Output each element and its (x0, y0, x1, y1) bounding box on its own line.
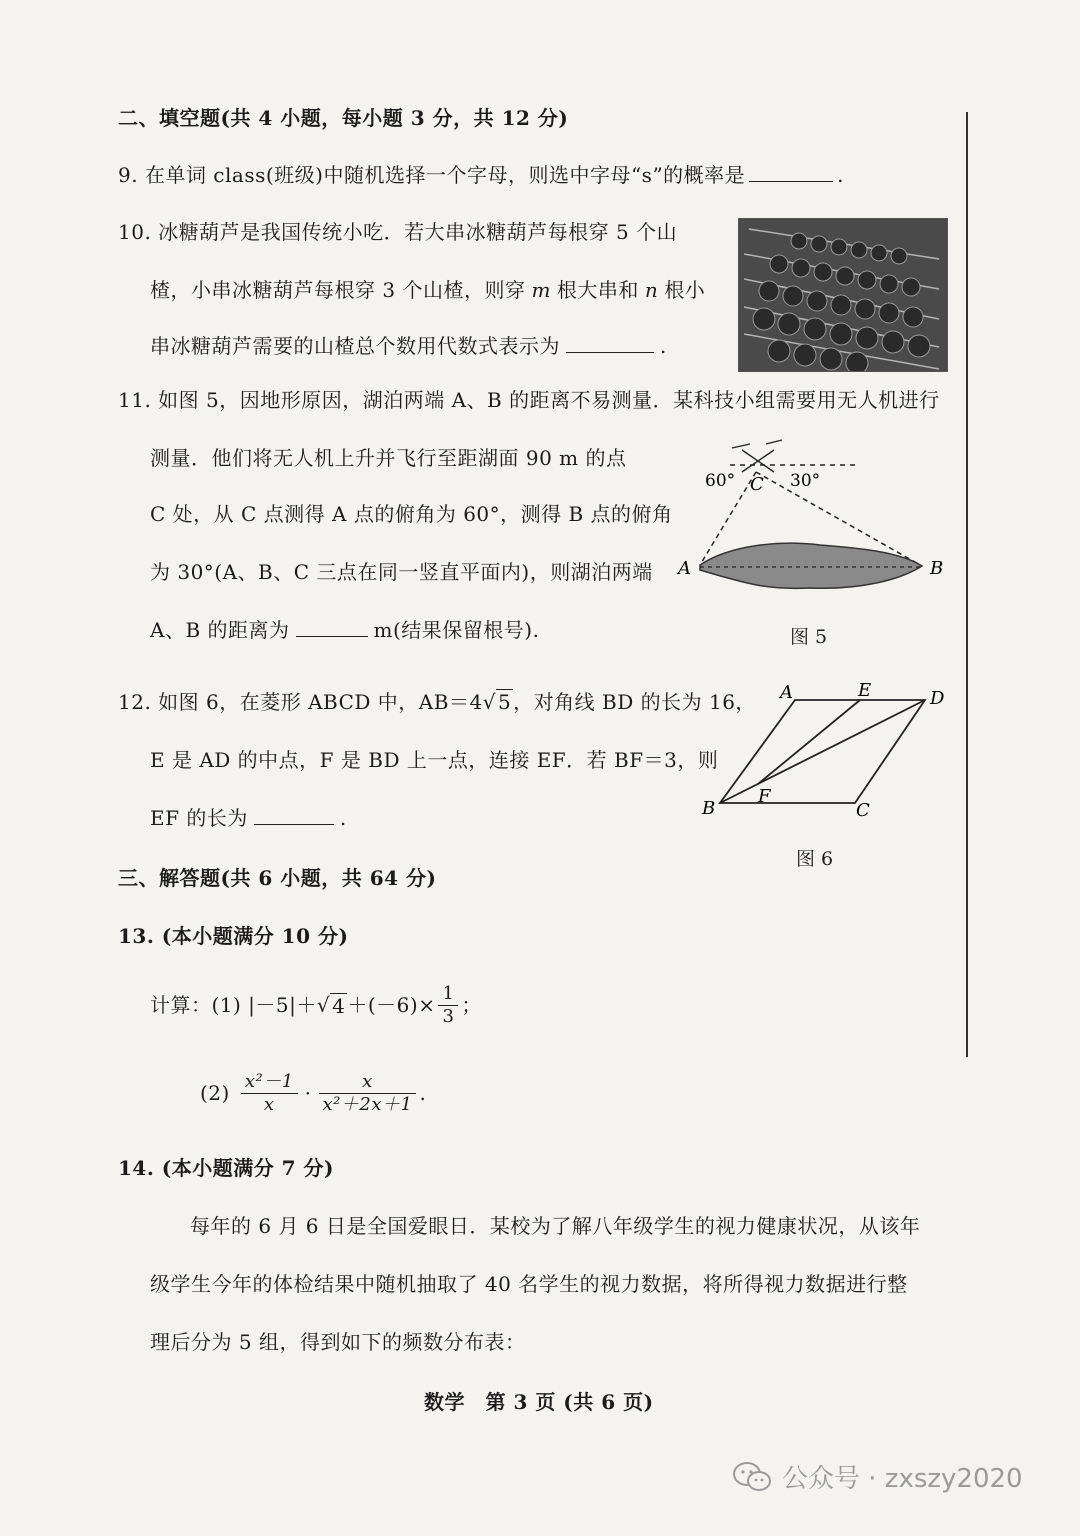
q12-answer-blank[interactable] (254, 806, 334, 825)
watermark-text: 公众号 · zxszy2020 (782, 1464, 1023, 1494)
q9-answer-blank[interactable] (749, 163, 833, 182)
var-m: m (531, 278, 551, 302)
figure-6 (690, 678, 960, 828)
figure-5 (670, 430, 960, 620)
q10-line2: 楂，小串冰糖葫芦每根穿 3 个山楂，则穿 m 根大串和 n 根小 (150, 278, 706, 302)
fig6-label-a: A (780, 682, 793, 703)
q12-line2: E 是 AD 的中点，F 是 BD 上一点，连接 EF．若 BF＝3，则 (150, 748, 719, 772)
question-9 (118, 163, 844, 187)
fig5-angle-60: 60° (705, 471, 736, 491)
fig6-label-e: E (858, 680, 872, 701)
section2-title: 二、填空题(共 4 小题，每小题 3 分，共 12 分) (118, 106, 569, 130)
q12-sqrt5: 5 (497, 690, 512, 714)
fig5-angle-30: 30° (790, 471, 821, 491)
fig5-label-c: C (750, 474, 764, 495)
fig6-label-b: B (702, 798, 716, 819)
diagonal-bd (720, 700, 925, 803)
q13-part1: 计算：(1) |－5|＋ √ 4 ＋(－6)× $\frac{1}{3}$ ； (150, 982, 482, 1027)
q14-head: 14. (本小题满分 7 分) (118, 1156, 335, 1180)
tanghulu-photo-graphic (739, 219, 947, 371)
q11-line2: 测量．他们将无人机上升并飞行至距湖面 90 m 的点 (150, 446, 627, 470)
margin-rule (966, 112, 968, 1057)
q13-part2: (2) $\frac{\text{x²－1}}{x}$ · $\frac{x}{\text{x²＋2x＋1}}$ . (200, 1070, 427, 1115)
q12-line1: 12. 如图 6，在菱形 ABCD 中，AB＝4√ 5 ，对角线 BD 的长为 16， (118, 690, 756, 714)
fig6-caption: 图 6 (796, 848, 834, 870)
q13-frac-x-poly: $\frac{x}{\text{x²＋2x＋1}}$ (319, 1071, 417, 1116)
q13-frac-1-3: $\frac{1}{3}$ (438, 983, 458, 1028)
q14-line3: 理后分为 5 组，得到如下的频数分布表： (150, 1330, 526, 1354)
var-n: n (644, 278, 659, 302)
q12-line3: EF 的长为 . (150, 806, 347, 830)
page-footer: 数学 第 3 页 (共 6 页) (424, 1390, 654, 1414)
lake-shape (700, 543, 922, 588)
q14-line2: 级学生今年的体检结果中随机抽取了 40 名学生的视力数据，将所得视力数据进行整 (150, 1272, 908, 1296)
q9-text: 9. 在单词 class(班级)中随机选择一个字母，则选中字母“s”的概率是 (118, 163, 746, 187)
section3-title: 三、解答题(共 6 小题，共 64 分) (118, 866, 437, 890)
q11-line5: A、B 的距离为 m(结果保留根号). (150, 618, 540, 642)
drone-icon (732, 440, 782, 472)
q11-line1: 11. 如图 5，因地形原因，湖泊两端 A、B 的距离不易测量．某科技小组需要用无人机进行 (118, 388, 940, 412)
wechat-icon (732, 1460, 772, 1494)
fig5-caption: 图 5 (790, 626, 828, 648)
q13-sqrt4: 4 (332, 993, 346, 1018)
q10-answer-blank[interactable] (566, 334, 654, 353)
q13-head: 13. (本小题满分 10 分) (118, 924, 349, 948)
watermark (732, 1458, 1023, 1495)
fig6-label-f: F (758, 786, 771, 807)
q11-answer-blank[interactable] (296, 618, 368, 637)
fig6-label-c: C (856, 800, 870, 821)
q9-end: . (837, 163, 845, 187)
q13-frac-x2m1-x: $\frac{\text{x²－1}}{x}$ (241, 1071, 298, 1116)
fig5-label-b: B (930, 558, 944, 579)
q10-line1: 10. 冰糖葫芦是我国传统小吃．若大串冰糖葫芦每根穿 5 个山 (118, 220, 678, 244)
tanghulu-photo (738, 218, 948, 372)
fig6-label-d: D (930, 688, 945, 709)
segment-ef (758, 700, 860, 784)
q10-line3: 串冰糖葫芦需要的山楂总个数用代数式表示为 . (150, 334, 667, 358)
fig5-label-a: A (678, 558, 691, 579)
q11-line4: 为 30°(A、B、C 三点在同一竖直平面内)，则湖泊两端 (150, 560, 653, 584)
q14-line1: 每年的 6 月 6 日是全国爱眼日．某校为了解八年级学生的视力健康状况，从该年 (190, 1214, 921, 1238)
q11-line3: C 处，从 C 点测得 A 点的俯角为 60°，测得 B 点的俯角 (150, 502, 673, 526)
